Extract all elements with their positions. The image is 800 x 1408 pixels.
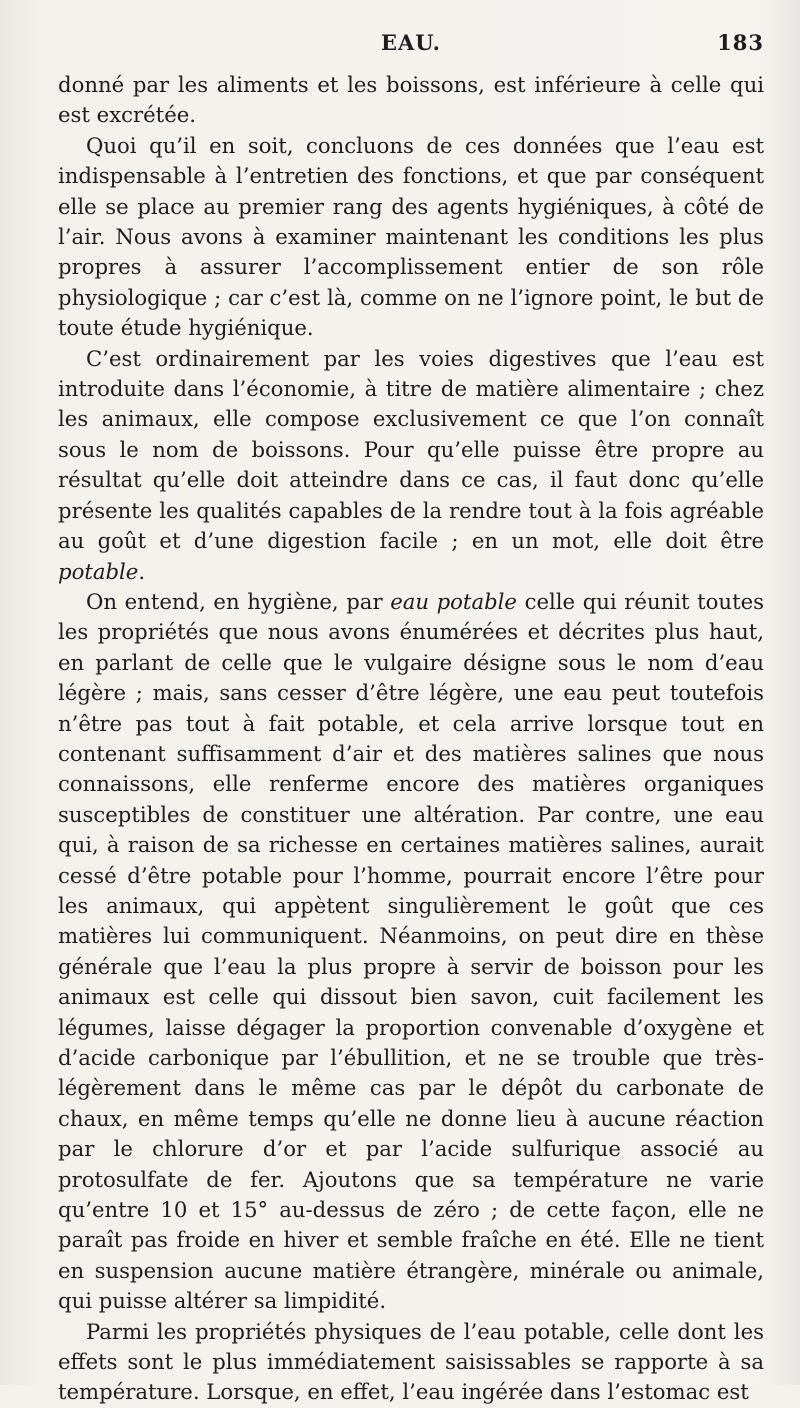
text-segment: donné par les aliments et les boissons, est inférieure à celle qui est excrétée. (58, 72, 764, 128)
page-number: 183 (717, 30, 764, 55)
paragraph-2 (58, 131, 764, 344)
text-segment: Parmi les propriétés physiques de l’eau potable, celle dont les effets sont le plus immédiatement saisissables se rapporte à sa température. Lorsque, en effet, l’eau ingérée dans l’estomac est (58, 1318, 764, 1405)
running-header (58, 30, 764, 70)
italic-term: eau potable (390, 588, 517, 614)
text-segment: Quoi qu’il en soit, concluons de ces données que l’eau est indispensable à l’entretien des fonctions, et que par conséquent elle se place au premier rang des agents hygiéniques, à côté de l’air. Nous avons à examiner maintenant les conditions les plus propres à assurer l’accomplissement entier de son rôle physiologique ; car c’est là, comme on ne l’ignore point, le but de toute étude hygiénique. (58, 132, 764, 341)
running-title: EAU. (381, 30, 441, 55)
body-text (58, 70, 764, 1408)
italic-term: potable (58, 558, 139, 584)
text-segment: C’est ordinairement par les voies digestives que l’eau est introduite dans l’économie, à titre de matière alimentaire ; chez les animaux, elle compose exclusivement ce que l’on connaît sous le nom de boissons. Pour qu’elle puisse être propre au résultat qu’elle doit atteindre dans ce cas, il faut donc qu’elle présente les qualités capables de la rendre tout à la fois agréable au goût et d’une digestion facile ; en un mot, elle doit être (58, 345, 764, 554)
paragraph-3 (58, 344, 764, 587)
text-segment: . (138, 558, 146, 584)
paragraph-4 (58, 587, 764, 1317)
paragraph-1 (58, 70, 764, 131)
text-segment: On entend, en hygiène, par (86, 588, 391, 614)
paragraph-5 (58, 1317, 764, 1408)
text-segment: celle qui réunit toutes les propriétés que nous avons énumérées et décrites plus haut, en parlant de celle que le vulgaire désigne sous le nom d’eau légère ; mais, sans cesser d’être légère, une eau peut toutefois n’être pas tout à fait potable, et cela arrive lorsque tout en contenant suffisamment d’air et des matières salines que nous connaissons, elle renferme encore des matières organiques susceptibles de constituer une altération. Par contre, une eau qui, à raison de sa richesse en certaines matières salines, aurait cessé d’être potable pour l’homme, pourrait encore l’être pour les animaux, qui appètent singulièrement le goût que ces matières lui communiquent. Néanmoins, on peut dire en thèse générale que l’eau la plus propre à servir de boisson pour les animaux est celle qui dissout bien savon, cuit facilement les légumes, laisse dégager la proportion convenable d’oxygène et d’acide carbonique par l’ébullition, et ne se trouble que très-légèrement dans le même cas par le dépôt du carbonate de chaux, en même temps qu’elle ne donne lieu à aucune réaction par le chlorure d’or et par l’acide sulfurique associé au protosulfate de fer. Ajoutons que sa température ne varie qu’entre 10 et 15° au-dessus de zéro ; de cette façon, elle ne paraît pas froide en hiver et semble fraîche en été. Elle ne tient en suspension aucune matière étrangère, minérale ou animale, qui puisse altérer sa limpidité. (58, 588, 764, 1314)
